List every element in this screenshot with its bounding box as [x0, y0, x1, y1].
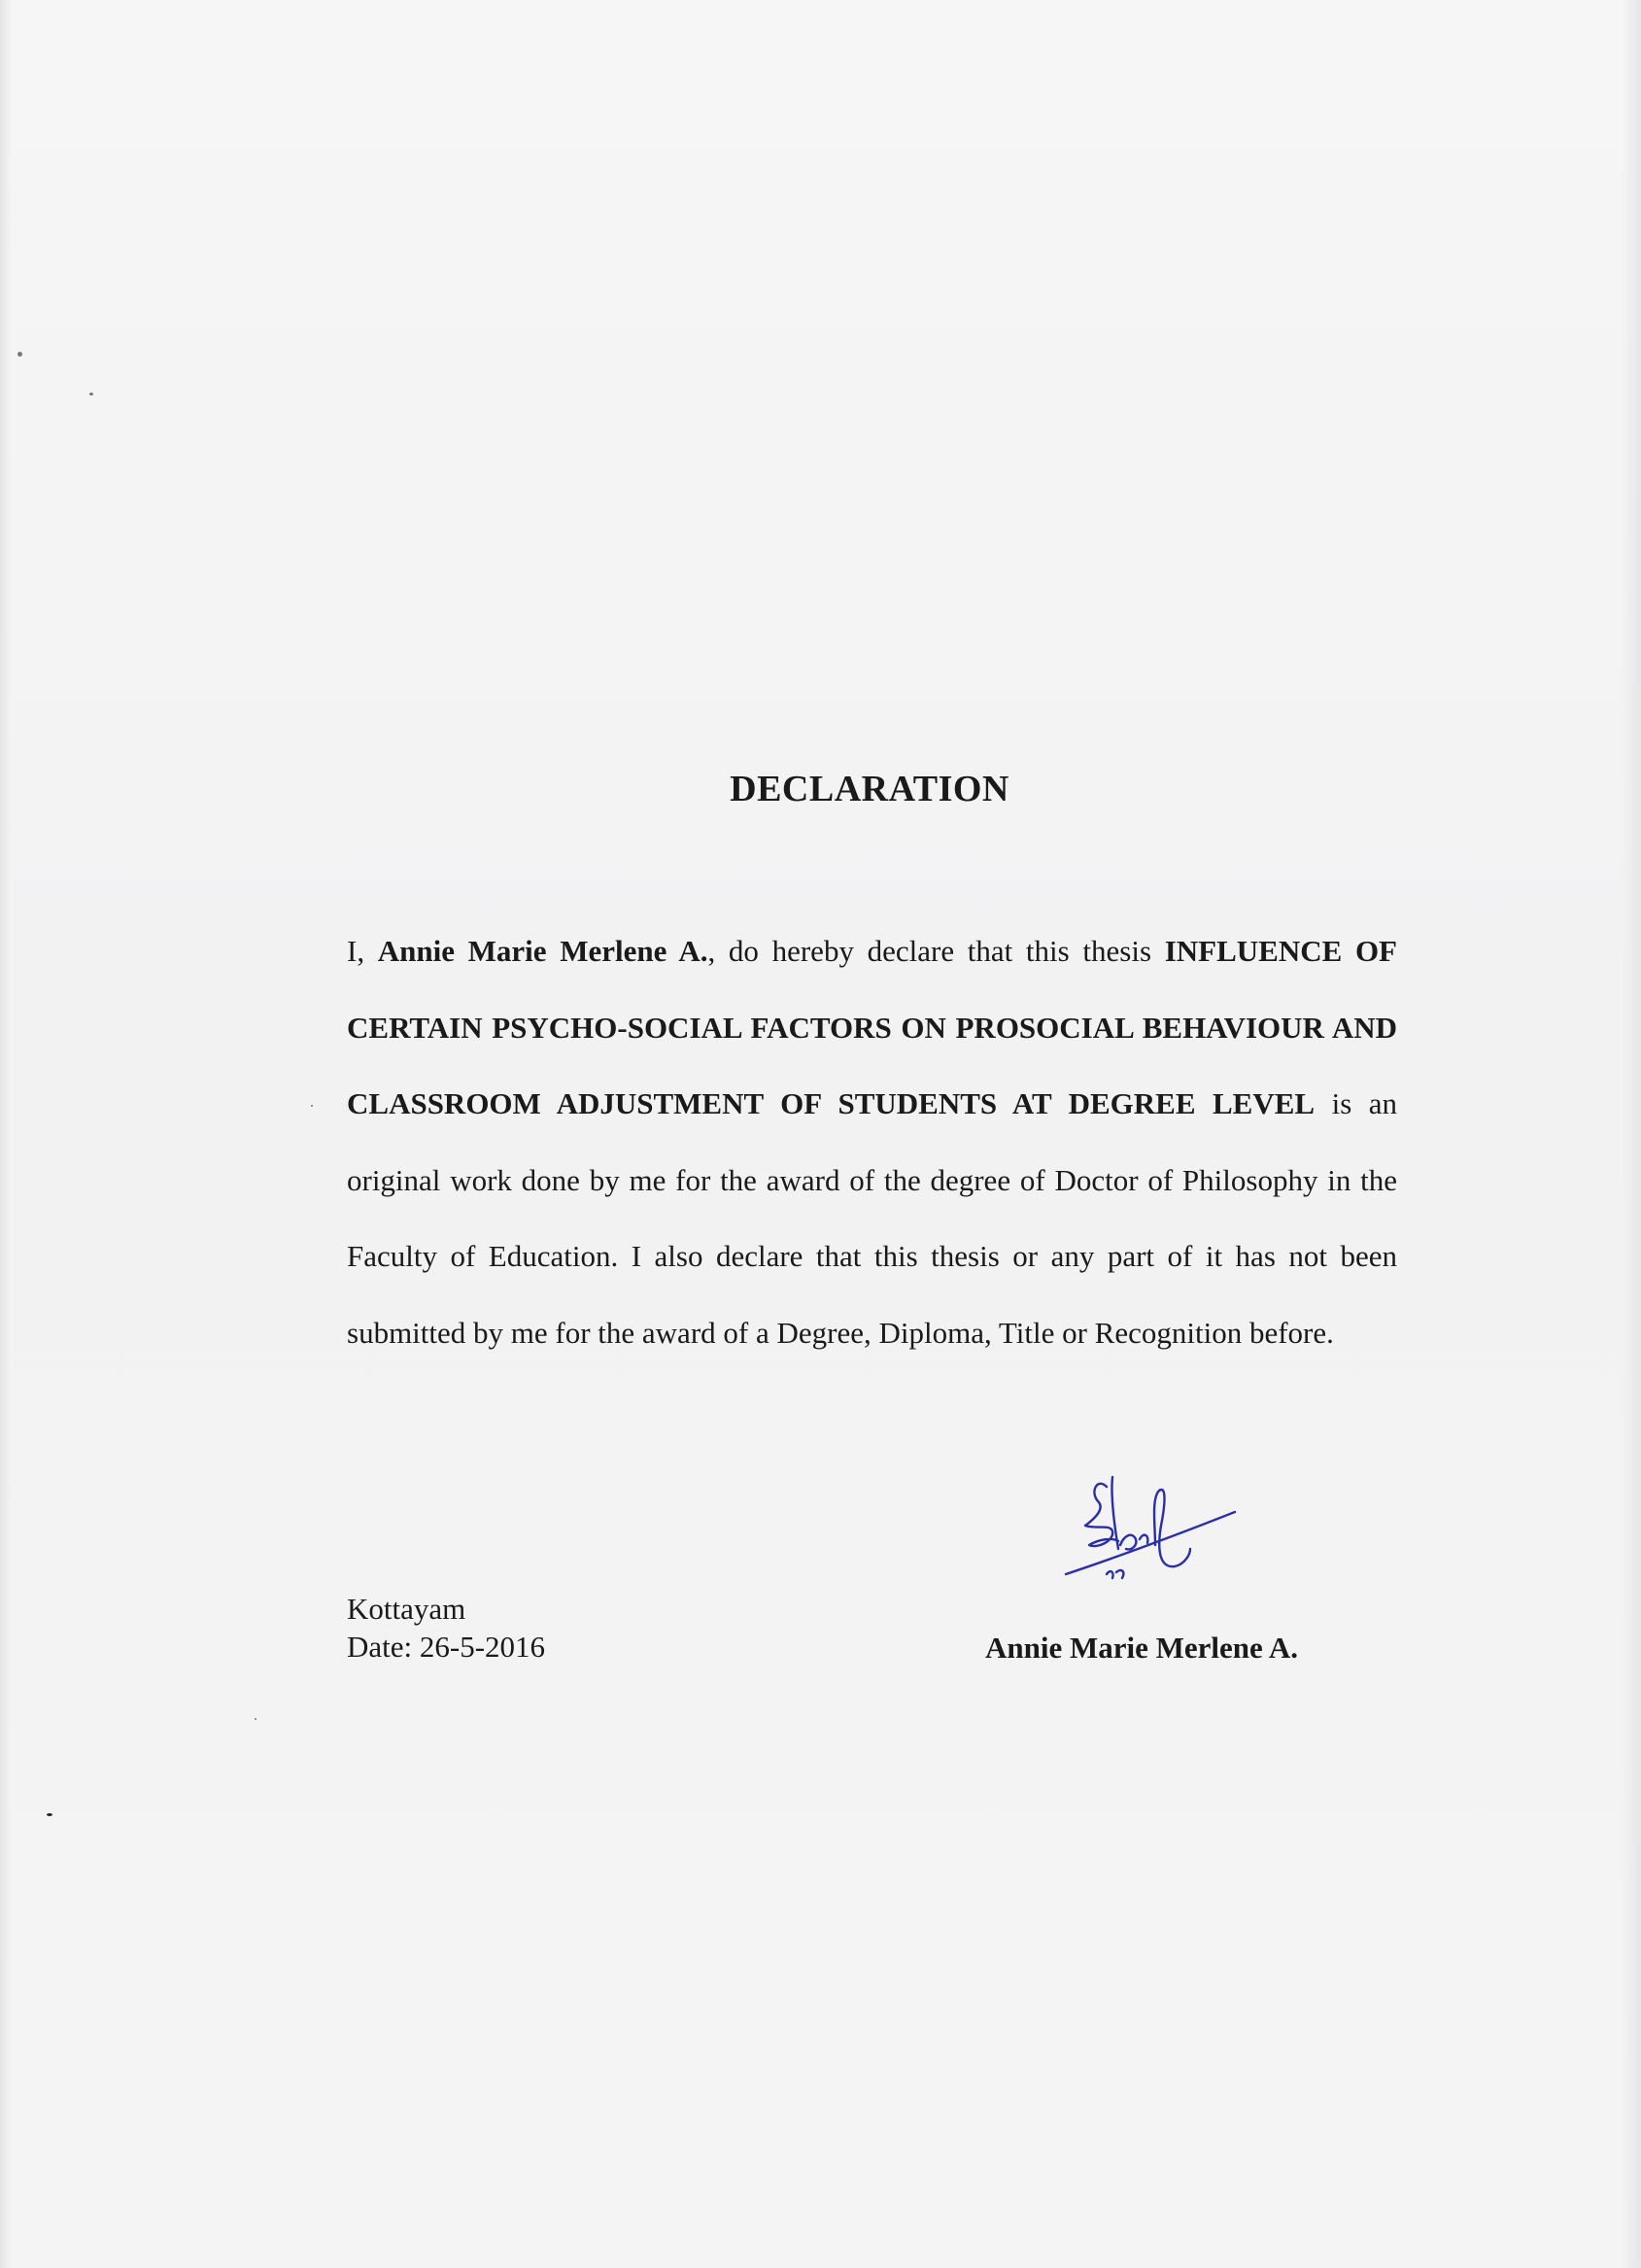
signer-name: Annie Marie Merlene A. — [985, 1631, 1298, 1665]
scan-edge-right — [1622, 0, 1641, 2268]
declaration-paragraph — [347, 913, 1397, 1371]
thesis-title: INFLUENCE OF CERTAIN PSYCHO-SOCIAL FACTORS ON PROSOCIAL BEHAVIOUR AND CLASSROOM ADJUSTMENT OF STUDENTS AT DEGREE LEVEL — [347, 934, 1397, 1120]
declaration-intro: I, — [347, 934, 378, 968]
place-date-block — [347, 1590, 545, 1666]
handwritten-signature-icon — [1054, 1467, 1248, 1623]
declaration-lead: , do hereby declare that this thesis — [707, 934, 1165, 968]
scan-speck — [47, 1813, 52, 1816]
scan-speck — [311, 1105, 313, 1107]
date: Date: 26-5-2016 — [347, 1630, 546, 1664]
scan-speck — [17, 352, 22, 357]
scan-speck — [255, 1718, 256, 1720]
declarant-name: Annie Marie Merlene A. — [377, 934, 708, 968]
place: Kottayam — [347, 1592, 466, 1626]
page-title: DECLARATION — [730, 769, 1009, 809]
declaration-statement: is an original work done by me for the award of the degree of Doctor of Philosophy in the Faculty of Education. I also declare that this thesis or any part of it has not been submitted by me for the award of a Degree, Diploma, Title or Recognition before. — [347, 1086, 1397, 1350]
scan-edge-left — [0, 0, 12, 2268]
scan-speck — [89, 393, 93, 395]
